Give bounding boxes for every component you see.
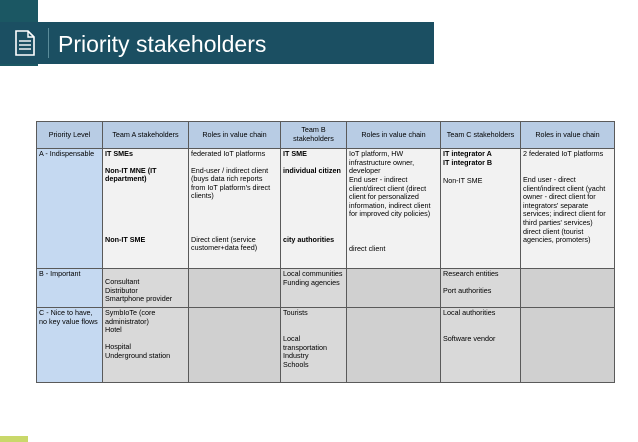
team-c-b-2: Port authorities — [443, 286, 492, 295]
header-team-c: Team C stakeholders — [441, 122, 521, 149]
team-b-a-3: city authorities — [283, 234, 335, 244]
team-a-c-1: SymbIoTe (core administrator) — [105, 308, 156, 326]
team-a-cell-b — [103, 269, 189, 308]
team-a-cell-c — [103, 308, 189, 383]
header-team-b-line2: stakeholders — [293, 134, 334, 143]
table-row-a — [37, 149, 615, 269]
slide-title: Priority stakeholders — [58, 31, 267, 57]
table-row-b — [37, 269, 615, 308]
header-roles-c: Roles in value chain — [521, 122, 615, 149]
team-b-b-2: Funding agencies — [283, 277, 340, 287]
roles-c-cell-c — [521, 308, 615, 383]
team-a-c-3: Hospital — [105, 342, 131, 351]
team-c-a-2: IT integrator B — [443, 157, 493, 167]
team-b-cell-a — [281, 149, 347, 269]
level-b: B - Important — [37, 269, 103, 308]
team-b-c-1: Tourists — [283, 308, 308, 317]
team-a-c-4: Underground station — [105, 350, 171, 360]
team-c-cell-b — [441, 269, 521, 308]
roles-b-cell-c — [347, 308, 441, 383]
level-a: A - Indispensable — [37, 149, 103, 269]
team-a-a-3: Non-IT SME — [105, 234, 146, 244]
roles-c-a-1: 2 federated IoT platforms — [523, 149, 604, 158]
team-b-a-2: individual citizen — [283, 165, 341, 175]
roles-b-a-3: direct client — [349, 244, 386, 253]
team-c-cell-c — [441, 308, 521, 383]
roles-c-cell-a — [521, 149, 615, 269]
document-icon — [14, 30, 36, 56]
title-divider — [48, 28, 49, 58]
team-a-cell-a — [103, 149, 189, 269]
team-a-b-3: Smartphone provider — [105, 294, 173, 304]
team-c-c-1: Local authorities — [443, 308, 496, 317]
header-priority-level: Priority Level — [37, 122, 103, 149]
table-row-c — [37, 308, 615, 383]
team-c-c-2: Software vendor — [443, 334, 496, 343]
level-c: C - Nice to have, no key value flows — [37, 308, 103, 383]
bottom-accent — [0, 436, 28, 442]
team-a-a-2: Non-IT MNE (IT department) — [105, 165, 157, 184]
roles-c-a-2: End user - direct client/indirect client (yacht owner - direct client for integrators' separate services; indirect client for third parties' services) — [523, 175, 606, 227]
team-b-cell-b — [281, 269, 347, 308]
roles-b-cell-a — [347, 149, 441, 269]
team-a-b-1: Consultant — [105, 277, 140, 286]
stakeholder-table — [36, 121, 615, 383]
header-roles-b: Roles in value chain — [347, 122, 441, 149]
roles-a-a-2: End-user / indirect client (buys data rich reports from IoT platform's direct clients) — [191, 165, 271, 201]
header-team-a: Team A stakeholders — [103, 122, 189, 149]
team-b-c-2: Local transportation — [283, 334, 327, 352]
header-team-b — [281, 122, 347, 149]
roles-a-cell-c — [189, 308, 281, 383]
team-a-c-2: Hotel — [105, 325, 122, 334]
roles-a-cell-b — [189, 269, 281, 308]
team-c-b-1: Research entities — [443, 269, 499, 278]
team-a-b-2: Distributor — [105, 285, 138, 295]
team-b-c-3: Industry — [283, 351, 309, 361]
team-a-a-1: IT SMEs — [105, 149, 133, 158]
header-roles-a: Roles in value chain — [189, 122, 281, 149]
roles-b-a-1: IoT platform, HW infrastructure owner, developer — [349, 149, 415, 176]
team-c-a-1: IT integrator A — [443, 149, 492, 158]
team-c-a-3: Non-IT SME — [443, 175, 483, 185]
team-c-cell-a — [441, 149, 521, 269]
header-team-b-line1: Team B — [301, 125, 326, 135]
roles-c-a-3: direct client (tourist agencies, promoters) — [523, 226, 591, 245]
table-header-row — [37, 122, 615, 149]
team-b-b-1: Local communities — [283, 269, 343, 278]
team-b-a-1: IT SME — [283, 149, 307, 158]
roles-c-cell-b — [521, 269, 615, 308]
roles-a-cell-a — [189, 149, 281, 269]
roles-a-a-3: Direct client (service customer+data feed) — [191, 234, 258, 253]
roles-b-a-2: End user - indirect client/direct client (direct client for personalized information, indirect client for improved city policies) — [349, 175, 431, 219]
team-b-cell-c — [281, 308, 347, 383]
roles-a-a-1: federated IoT platforms — [191, 149, 266, 158]
team-b-c-4: Schools — [283, 359, 309, 369]
roles-b-cell-b — [347, 269, 441, 308]
